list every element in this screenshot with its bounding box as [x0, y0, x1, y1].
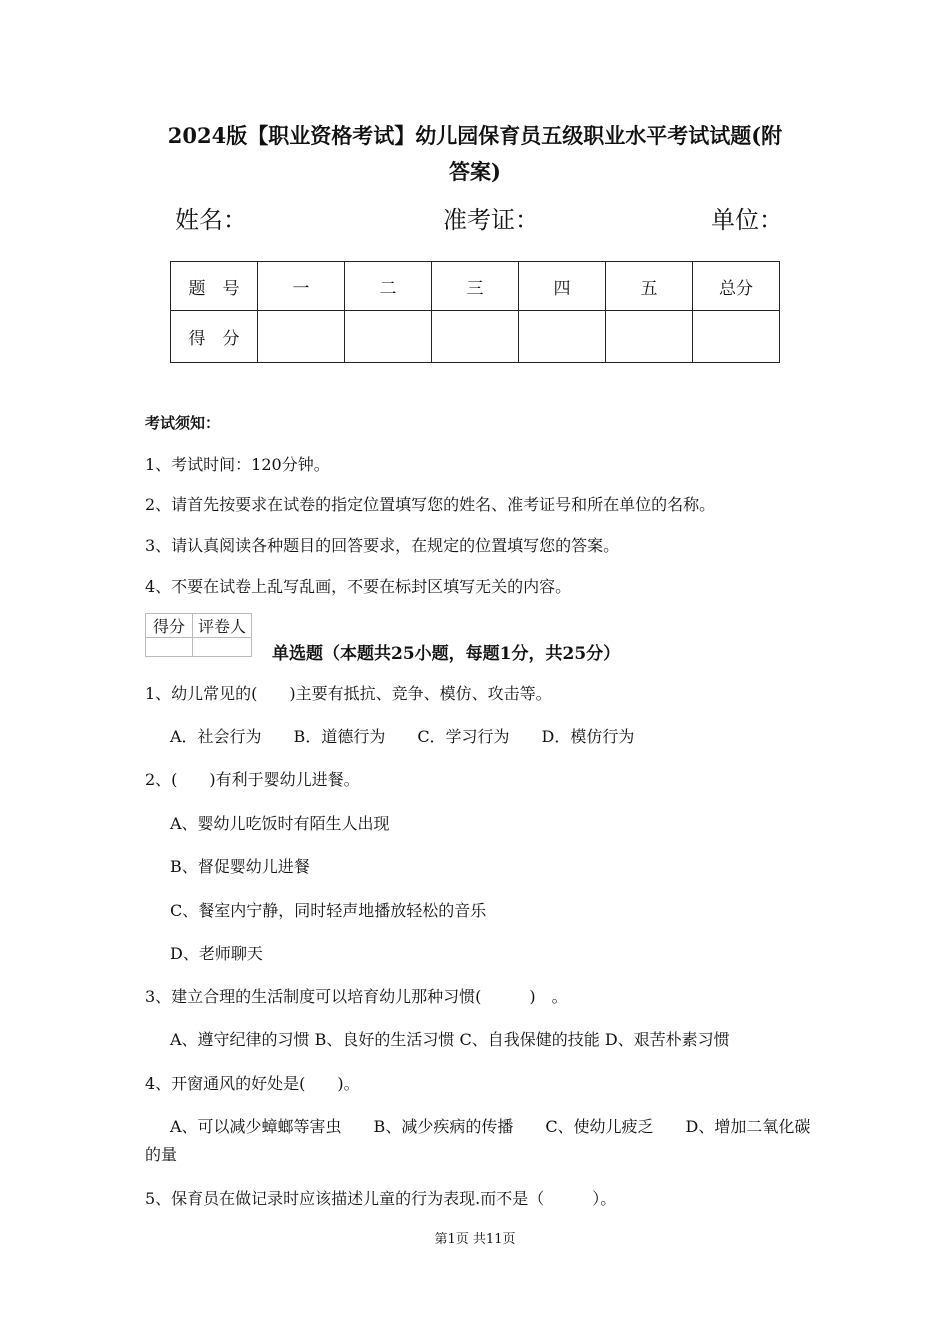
question-3-stem: 3、建立合理的生活制度可以培育幼儿那种习惯( ) 。 [145, 987, 568, 1006]
notice-item-3: 3、请认真阅读各种题目的回答要求，在规定的位置填写您的答案。 [145, 536, 620, 555]
grader-blank-cell [146, 638, 193, 657]
header-cell-4: 四 [519, 262, 606, 311]
question-3-options: A、遵守纪律的习惯 B、良好的生活习惯 C、自我保健的技能 D、艰苦朴素习惯 [170, 1030, 730, 1049]
header-cell-total: 总分 [693, 262, 780, 311]
candidate-info-row [175, 200, 785, 240]
score-table [170, 261, 780, 363]
question-5-stem: 5、保育员在做记录时应该描述儿童的行为表现.而不是（ ）。 [145, 1189, 617, 1208]
grader-score-label: 得分 [146, 614, 193, 638]
notice-item-1: 1、考试时间：120分钟。 [145, 455, 330, 474]
exam-number-label: 准考证： [443, 206, 539, 234]
grader-box [145, 613, 252, 657]
question-2-option-a: A、婴幼儿吃饭时有陌生人出现 [170, 814, 390, 833]
question-4-options-line-1: A、可以减少蟑螂等害虫 B、减少疾病的传播 C、使幼儿疲乏 D、增加二氧化碳 [170, 1117, 811, 1136]
unit-label: 单位： [711, 206, 783, 234]
grader-blank-cell [193, 638, 252, 657]
score-cell [606, 311, 693, 363]
score-row-label: 得 分 [171, 311, 258, 363]
grader-header-row [146, 614, 252, 638]
score-cell [519, 311, 606, 363]
grader-reviewer-label: 评卷人 [193, 614, 252, 638]
header-cell-question-no: 题 号 [171, 262, 258, 311]
question-2-stem: 2、( )有利于婴幼儿进餐。 [145, 770, 360, 789]
grader-blank-row [146, 638, 252, 657]
notice-item-2: 2、请首先按要求在试卷的指定位置填写您的姓名、准考证号和所在单位的名称。 [145, 495, 716, 514]
name-label: 姓名： [175, 206, 247, 234]
score-cell [693, 311, 780, 363]
question-4-stem: 4、开窗通风的好处是( )。 [145, 1074, 360, 1093]
question-2-option-d: D、老师聊天 [170, 944, 263, 963]
section-title: 单选题（本题共25小题，每题1分，共25分） [272, 644, 621, 664]
score-cell [432, 311, 519, 363]
title-line-1: 2024版【职业资格考试】幼儿园保育员五级职业水平考试试题(附 [167, 123, 783, 148]
notice-item-4: 4、不要在试卷上乱写乱画，不要在标封区填写无关的内容。 [145, 577, 572, 596]
score-table-header-row [171, 262, 780, 311]
score-cell [258, 311, 345, 363]
title-line-2: 答案) [449, 159, 501, 184]
header-cell-1: 一 [258, 262, 345, 311]
page-title [120, 118, 830, 190]
header-cell-5: 五 [606, 262, 693, 311]
page-footer: 第1页 共11页 [434, 1232, 516, 1247]
question-2-option-c: C、餐室内宁静，同时轻声地播放轻松的音乐 [170, 901, 487, 920]
question-1-options: A．社会行为 B．道德行为 C．学习行为 D．模仿行为 [170, 727, 635, 746]
question-2-option-b: B、督促婴幼儿进餐 [170, 857, 310, 876]
score-table-score-row [171, 311, 780, 363]
header-cell-2: 二 [345, 262, 432, 311]
notice-title: 考试须知： [145, 414, 221, 432]
header-cell-3: 三 [432, 262, 519, 311]
score-cell [345, 311, 432, 363]
question-4-options-line-2: 的量 [145, 1145, 178, 1164]
question-1-stem: 1、幼儿常见的( )主要有抵抗、竞争、模仿、攻击等。 [145, 684, 552, 703]
